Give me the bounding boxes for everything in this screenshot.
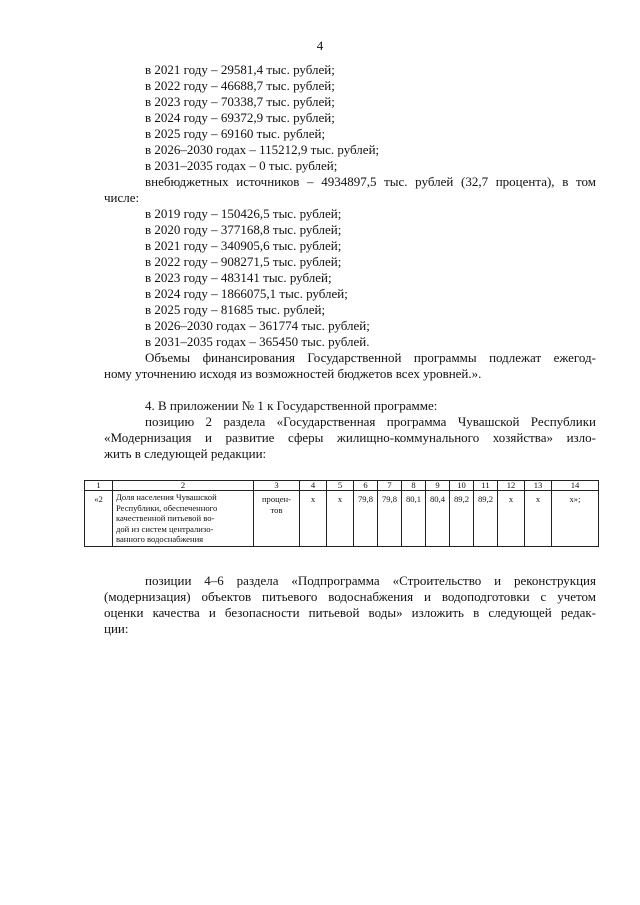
indicator-name-line: ванного водоснабжения: [116, 534, 204, 545]
funding-2024: в 2024 году – 69372,9 тыс. рублей;: [145, 110, 335, 125]
funding-2026-2030: в 2026–2030 годах – 115212,9 тыс. рублей;: [145, 142, 380, 157]
cell-position: «2: [85, 491, 113, 547]
cell-value: х: [327, 491, 354, 547]
cell-value: х»;: [552, 491, 599, 547]
header-cell: 8: [402, 481, 426, 491]
cell-indicator-name: [113, 491, 254, 547]
cell-value: 79,8: [378, 491, 402, 547]
indicator-name-line: дой из систем централизо-: [116, 523, 214, 534]
header-cell: 14: [552, 481, 599, 491]
header-cell: 11: [474, 481, 498, 491]
volumes-line-2: ному уточнению исходя из возможностей бюджетов всех уровней.».: [104, 366, 482, 381]
header-cell: 6: [354, 481, 378, 491]
header-cell: 5: [327, 481, 354, 491]
page-number: 4: [316, 38, 324, 53]
indicator-name-line: Республики, обеспеченного: [116, 502, 218, 513]
cell-value: 80,4: [426, 491, 450, 547]
funding-2031-2035: в 2031–2035 годах – 0 тыс. рублей;: [145, 158, 338, 173]
positions-line-2: (модернизация) объектов питьевого водоснабжения и водоподготовки с учетом: [104, 589, 596, 604]
item4-line-1: позицию 2 раздела «Государственная программа Чувашской Республики: [145, 414, 596, 429]
item4-line-3: жить в следующей редакции:: [104, 446, 267, 461]
cell-value: 80,1: [402, 491, 426, 547]
header-cell: 3: [254, 481, 300, 491]
cell-value: 89,2: [450, 491, 474, 547]
cell-value: х: [300, 491, 327, 547]
extra-2026-2030: в 2026–2030 годах – 361774 тыс. рублей;: [145, 318, 370, 333]
extra-2022: в 2022 году – 908271,5 тыс. рублей;: [145, 254, 342, 269]
header-cell: 12: [498, 481, 525, 491]
header-cell: 10: [450, 481, 474, 491]
indicator-name-line: Доля населения Чувашской: [116, 492, 217, 502]
cell-value: 89,2: [474, 491, 498, 547]
unit-line: тов: [270, 504, 283, 515]
cell-value: 79,8: [354, 491, 378, 547]
funding-2025: в 2025 году – 69160 тыс. рублей;: [145, 126, 326, 141]
volumes-line-1: Объемы финансирования Государственной программы подлежат ежегод-: [145, 350, 596, 365]
funding-2023: в 2023 году – 70338,7 тыс. рублей;: [145, 94, 335, 109]
header-cell: 9: [426, 481, 450, 491]
header-cell: 2: [113, 481, 254, 491]
indicator-name-line: качественной питьевой во-: [116, 513, 215, 524]
funding-2022: в 2022 году – 46688,7 тыс. рублей;: [145, 78, 335, 93]
extra-2021: в 2021 году – 340905,6 тыс. рублей;: [145, 238, 342, 253]
header-cell: 13: [525, 481, 552, 491]
extra-2025: в 2025 году – 81685 тыс. рублей;: [145, 302, 326, 317]
item4-line-2: «Модернизация и развитие сферы жилищно-коммунального хозяйства» изло-: [104, 430, 596, 445]
item4-heading: 4. В приложении № 1 к Государственной программе:: [145, 398, 438, 413]
funding-2021: в 2021 году – 29581,4 тыс. рублей;: [145, 62, 335, 77]
extra-2031-2035: в 2031–2035 годах – 365450 тыс. рублей.: [145, 334, 370, 349]
cell-unit: [254, 491, 300, 547]
extra-budget-line-1: внебюджетных источников – 4934897,5 тыс. рублей (32,7 процента), в том: [145, 174, 596, 189]
header-cell: 4: [300, 481, 327, 491]
positions-line-1: позиции 4–6 раздела «Подпрограмма «Строительство и реконструкция: [145, 573, 596, 588]
header-cell: 1: [85, 481, 113, 491]
table-row: [85, 491, 599, 547]
positions-line-3: оценки качества и безопасности питьевой воды» изложить в следующей редак-: [104, 605, 596, 620]
table-header-row: [85, 481, 599, 491]
extra-budget-line-2: числе:: [104, 190, 140, 205]
extra-2023: в 2023 году – 483141 тыс. рублей;: [145, 270, 332, 285]
unit-line: процен-: [261, 494, 292, 504]
extra-2019: в 2019 году – 150426,5 тыс. рублей;: [145, 206, 342, 221]
header-cell: 7: [378, 481, 402, 491]
extra-2020: в 2020 году – 377168,8 тыс. рублей;: [145, 222, 342, 237]
indicator-table: [84, 480, 599, 547]
cell-value: х: [498, 491, 525, 547]
positions-line-4: ции:: [104, 621, 129, 636]
extra-2024: в 2024 году – 1866075,1 тыс. рублей;: [145, 286, 348, 301]
cell-value: х: [525, 491, 552, 547]
